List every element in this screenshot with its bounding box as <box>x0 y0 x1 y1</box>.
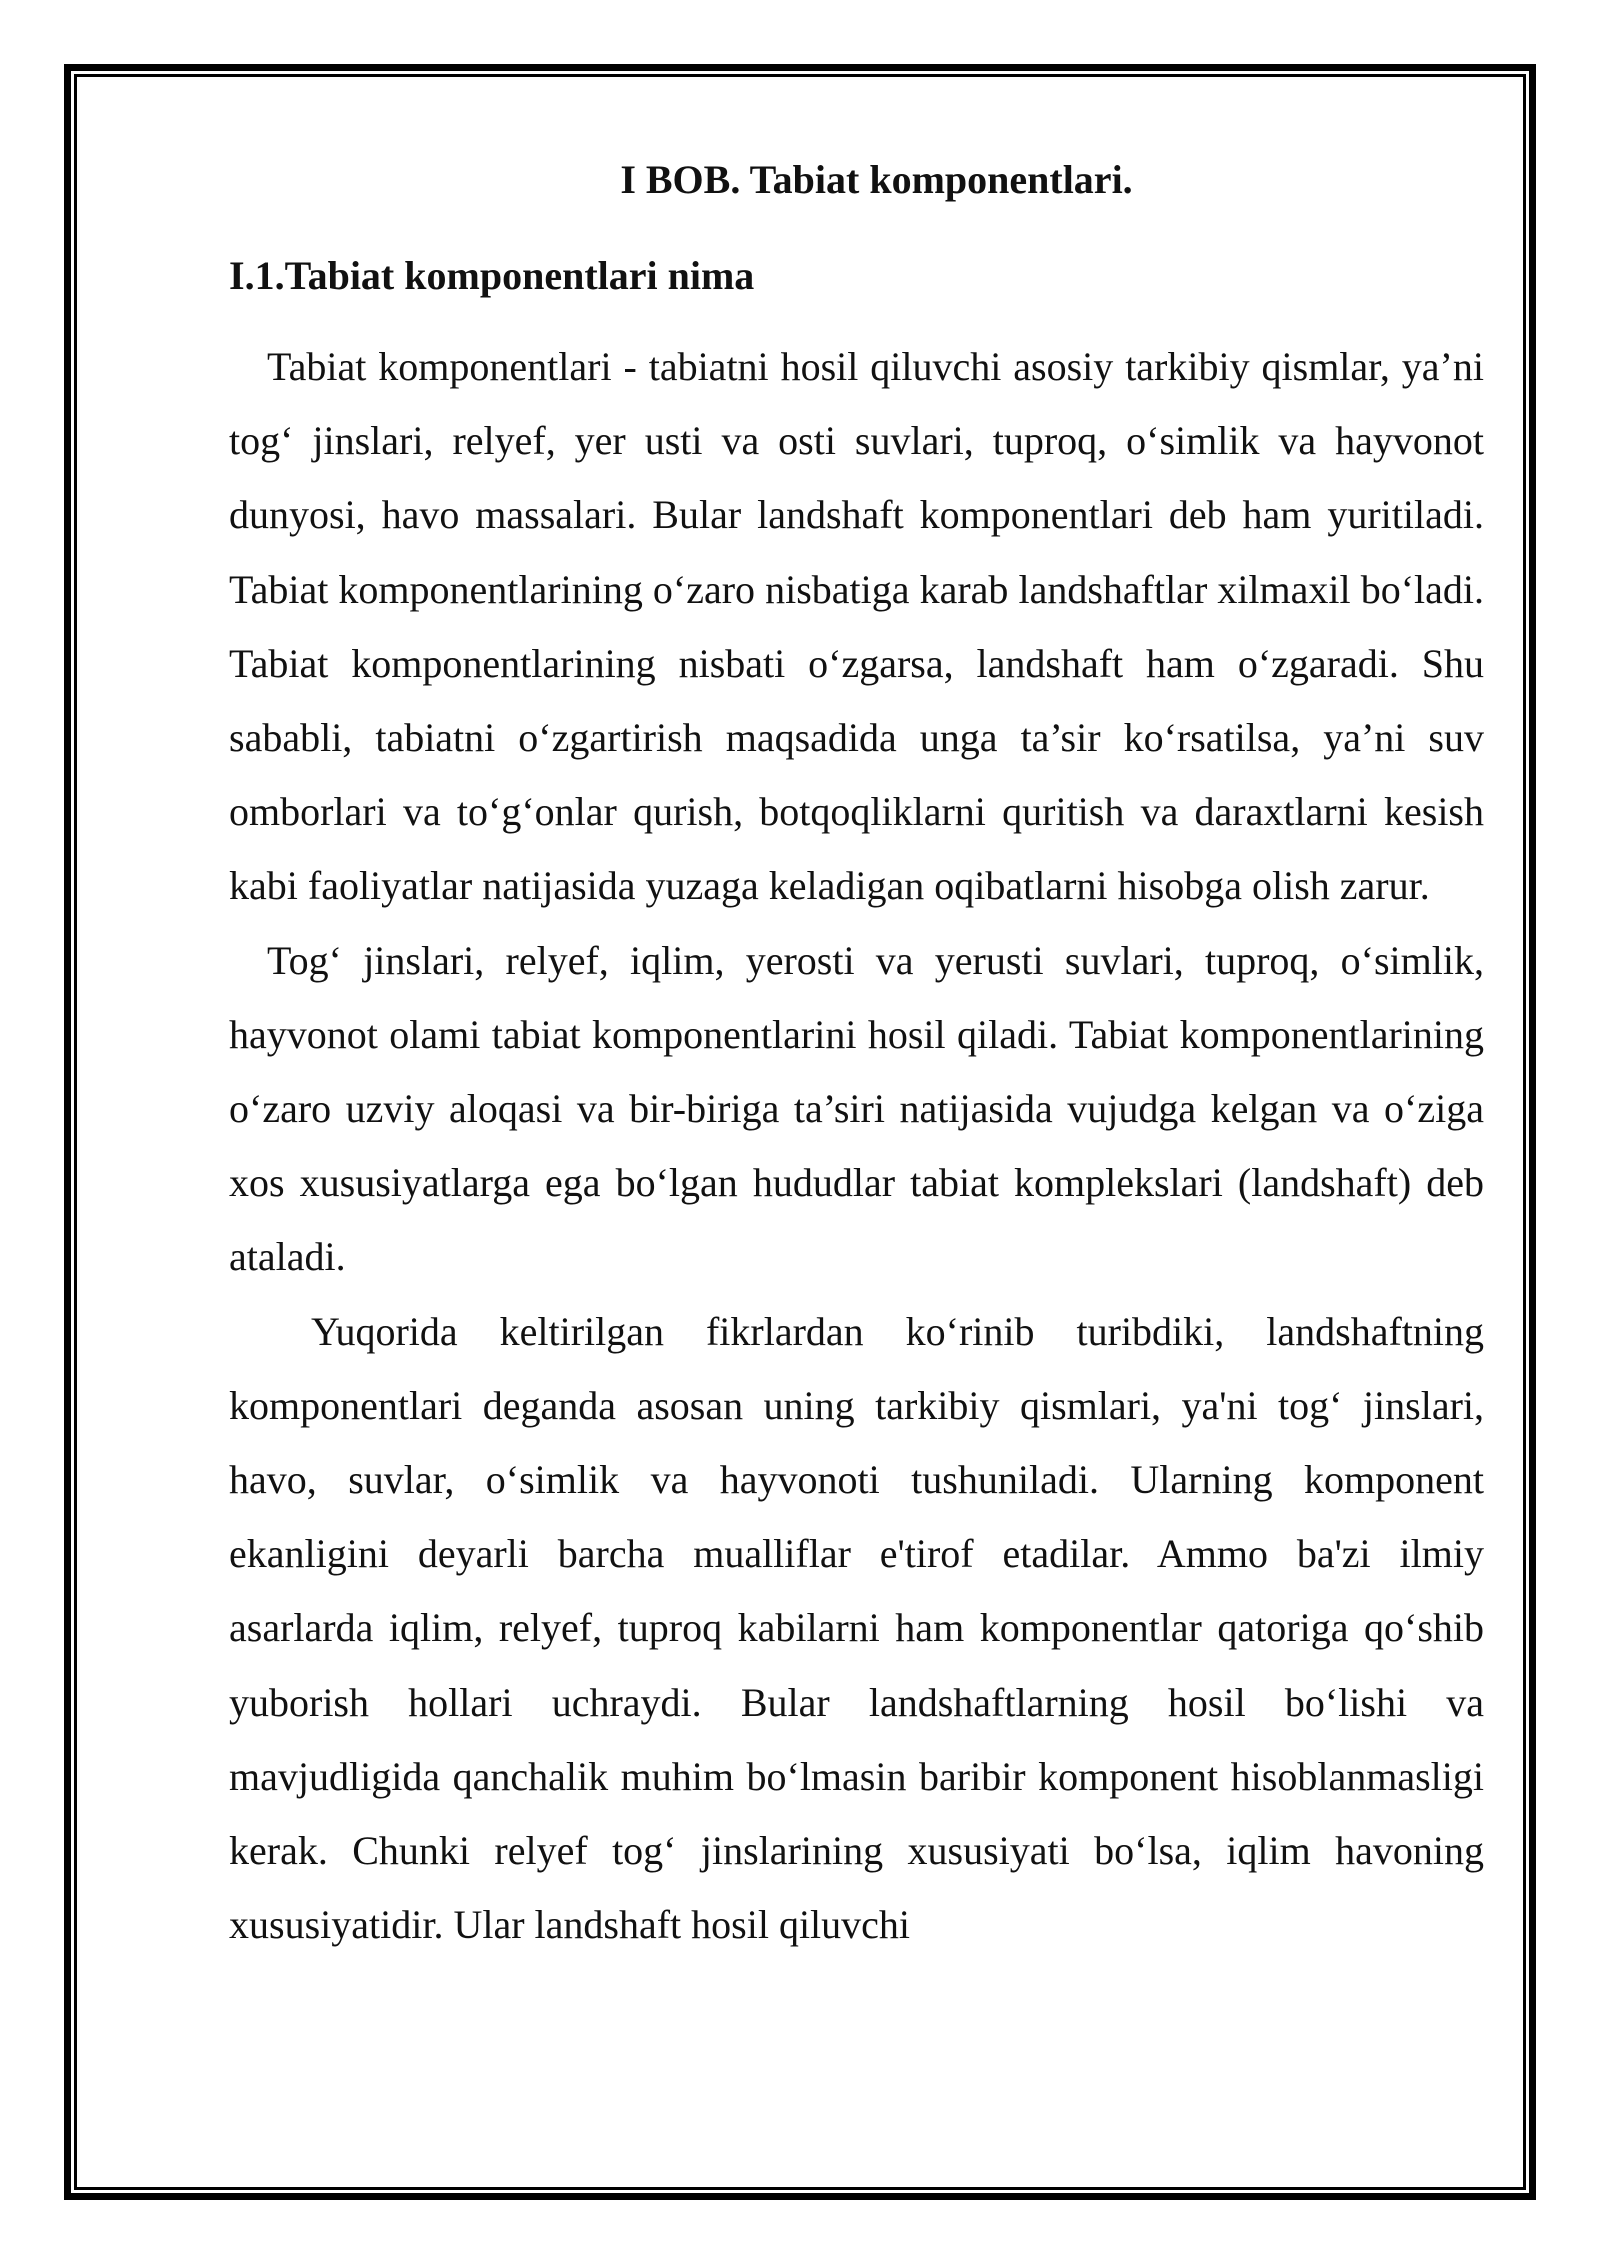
document-body <box>229 140 1484 1962</box>
chapter-title: I BOB. Tabiat komponentlari. <box>620 157 1133 202</box>
paragraph-2: Tog‘ jinslari, relyef, iqlim, yerosti va yerusti suvlari, tuproq, o‘simlik, hayvonot olami tabiat komponentlarini hosil qiladi. Tabiat komponentlarining o‘zaro uzviy aloqasi va bir-biriga ta’siri natijasida vujudga kelgan va o‘ziga xos xususiyatlarga ega bo‘lgan hududlar tabiat komplekslari (landshaft) deb ataladi. <box>229 937 1484 1280</box>
paragraph-3: Yuqorida keltirilgan fikrlardan ko‘rinib turibdiki, landshaftning komponentlari deganda asosan uning tarkibiy qismlari, ya'ni tog‘ jinslari, havo, suvlar, o‘simlik va hayvonoti tushuniladi. Ularning komponent ekanligini deyarli barcha mualliflar e'tirof etadilar. Ammo ba'zi ilmiy asarlarda iqlim, relyef, tuproq kabilarni ham komponentlar qatoriga qo‘shib yuborish hollari uchraydi. Bular landshaftlarning hosil bo‘lishi va mavjudligida qanchalik muhim bo‘lmasin baribir komponent hisoblanmasligi kerak. Chunki relyef tog‘ jinslarining xususiyati bo‘lsa, iqlim havoning xususiyatidir. Ular landshaft hosil qiluvchi <box>229 1308 1484 1948</box>
section-title: I.1.Tabiat komponentlari nima <box>229 253 755 298</box>
paragraph-1: Tabiat komponentlari - tabiatni hosil qiluvchi asosiy tarkibiy qismlar, ya’ni tog‘ jinslari, relyef, yer usti va osti suvlari, tuproq, o‘simlik va hayvonot dunyosi, havo massalari. Bular landshaft komponentlari deb ham yuritiladi. Tabiat komponentlarining o‘zaro nisbatiga karab landshaftlar xilmaxil bo‘ladi. Tabiat komponentlarining nisbati o‘zgarsa, landshaft ham o‘zgaradi. Shu sababli, tabiatni o‘zgartirish maqsadida unga ta’sir ko‘rsatilsa, ya’ni suv omborlari va to‘g‘onlar qurish, botqoqliklarni quritish va daraxtlarni kesish kabi faoliyatlar natijasida yuzaga keladigan oqibatlarni hisobga olish zarur. <box>229 344 1484 909</box>
